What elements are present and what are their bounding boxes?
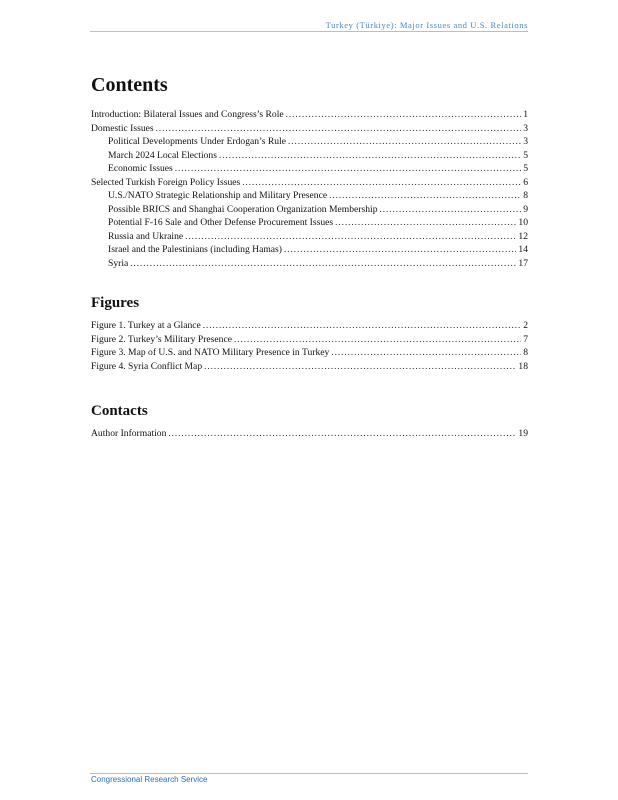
toc-entry[interactable] — [91, 203, 528, 217]
running-header: Turkey (Türkiye): Major Issues and U.S. Relations — [325, 20, 528, 30]
toc-entry-page: 9 — [523, 203, 528, 215]
dot-leader — [130, 257, 516, 271]
dot-leader — [185, 230, 516, 244]
figure-entry-page: 18 — [518, 360, 528, 372]
toc-entry-page: 3 — [523, 122, 528, 134]
toc-entry-page: 3 — [523, 136, 528, 147]
toc-entry-page: 10 — [518, 217, 528, 228]
dot-leader — [284, 243, 516, 257]
toc-entry[interactable] — [91, 257, 528, 271]
figure-entry-page: 8 — [523, 347, 528, 358]
dot-leader — [335, 216, 516, 230]
figure-entry-text: Figure 3. Map of U.S. and NATO Military Presence in Turkey — [91, 347, 330, 358]
contents-list — [91, 108, 528, 270]
dot-leader — [204, 360, 516, 374]
toc-entry-page: 6 — [523, 176, 528, 188]
figure-entry-text: Figure 2. Turkey’s Military Presence — [91, 333, 232, 345]
figure-entry-text: Figure 1. Turkey at a Glance — [91, 320, 201, 331]
toc-entry[interactable] — [91, 189, 528, 203]
contacts-list — [91, 427, 528, 441]
figure-entry[interactable] — [91, 360, 528, 374]
figure-entry[interactable] — [91, 319, 528, 333]
toc-entry[interactable] — [91, 108, 528, 122]
toc-entry-text: Russia and Ukraine — [108, 230, 184, 242]
toc-entry-text: Israel and the Palestinians (including Hamas) — [108, 244, 282, 255]
contents-heading: Contents — [91, 74, 168, 96]
toc-entry-text: Economic Issues — [108, 163, 173, 174]
figure-entry-page: 2 — [523, 320, 528, 331]
figure-entry[interactable] — [91, 346, 528, 360]
toc-entry-text: Domestic Issues — [91, 122, 154, 134]
toc-entry[interactable] — [91, 216, 528, 230]
toc-entry-text: U.S./NATO Strategic Relationship and Military Presence — [108, 190, 328, 201]
dot-leader — [286, 108, 522, 122]
toc-entry-page: 5 — [523, 149, 528, 161]
footer-organization: Congressional Research Service — [91, 775, 208, 784]
dot-leader — [331, 346, 521, 360]
dot-leader — [203, 319, 521, 333]
toc-entry-text: Introduction: Bilateral Issues and Congress’s Role — [91, 109, 284, 120]
toc-entry-page: 5 — [523, 163, 528, 174]
toc-entry-page: 17 — [518, 257, 528, 269]
toc-entry-text: Possible BRICS and Shanghai Cooperation Organization Membership — [108, 203, 378, 215]
figure-entry[interactable] — [91, 333, 528, 347]
toc-entry[interactable] — [91, 135, 528, 149]
figure-entry-page: 7 — [523, 333, 528, 345]
toc-entry[interactable] — [91, 122, 528, 136]
dot-leader — [156, 122, 522, 136]
contact-entry-page: 19 — [518, 428, 528, 439]
toc-entry-text: March 2024 Local Elections — [108, 149, 217, 161]
dot-leader — [242, 176, 521, 190]
toc-entry[interactable] — [91, 176, 528, 190]
contact-entry[interactable] — [91, 427, 528, 441]
figure-entry-text: Figure 4. Syria Conflict Map — [91, 360, 203, 372]
dot-leader — [288, 135, 521, 149]
toc-entry-page: 12 — [518, 230, 528, 242]
figures-heading: Figures — [91, 295, 140, 311]
toc-entry-page: 1 — [523, 109, 528, 120]
dot-leader — [168, 427, 516, 441]
toc-entry-text: Potential F-16 Sale and Other Defense Procurement Issues — [108, 217, 334, 228]
dot-leader — [219, 149, 521, 163]
toc-entry-text: Syria — [108, 257, 129, 269]
contacts-heading: Contacts — [91, 403, 148, 419]
dot-leader — [380, 203, 522, 217]
toc-entry[interactable] — [91, 230, 528, 244]
dot-leader — [329, 189, 521, 203]
figures-list — [91, 319, 528, 373]
toc-entry[interactable] — [91, 162, 528, 176]
contact-entry-text: Author Information — [91, 428, 167, 439]
dot-leader — [175, 162, 521, 176]
toc-entry-page: 14 — [518, 244, 528, 255]
toc-entry-page: 8 — [523, 190, 528, 201]
toc-entry[interactable] — [91, 149, 528, 163]
toc-entry[interactable] — [91, 243, 528, 257]
toc-entry-text: Selected Turkish Foreign Policy Issues — [91, 176, 241, 188]
footer-rule — [90, 773, 528, 774]
dot-leader — [234, 333, 521, 347]
toc-entry-text: Political Developments Under Erdogan’s Rule — [108, 136, 286, 147]
header-rule — [90, 31, 528, 32]
